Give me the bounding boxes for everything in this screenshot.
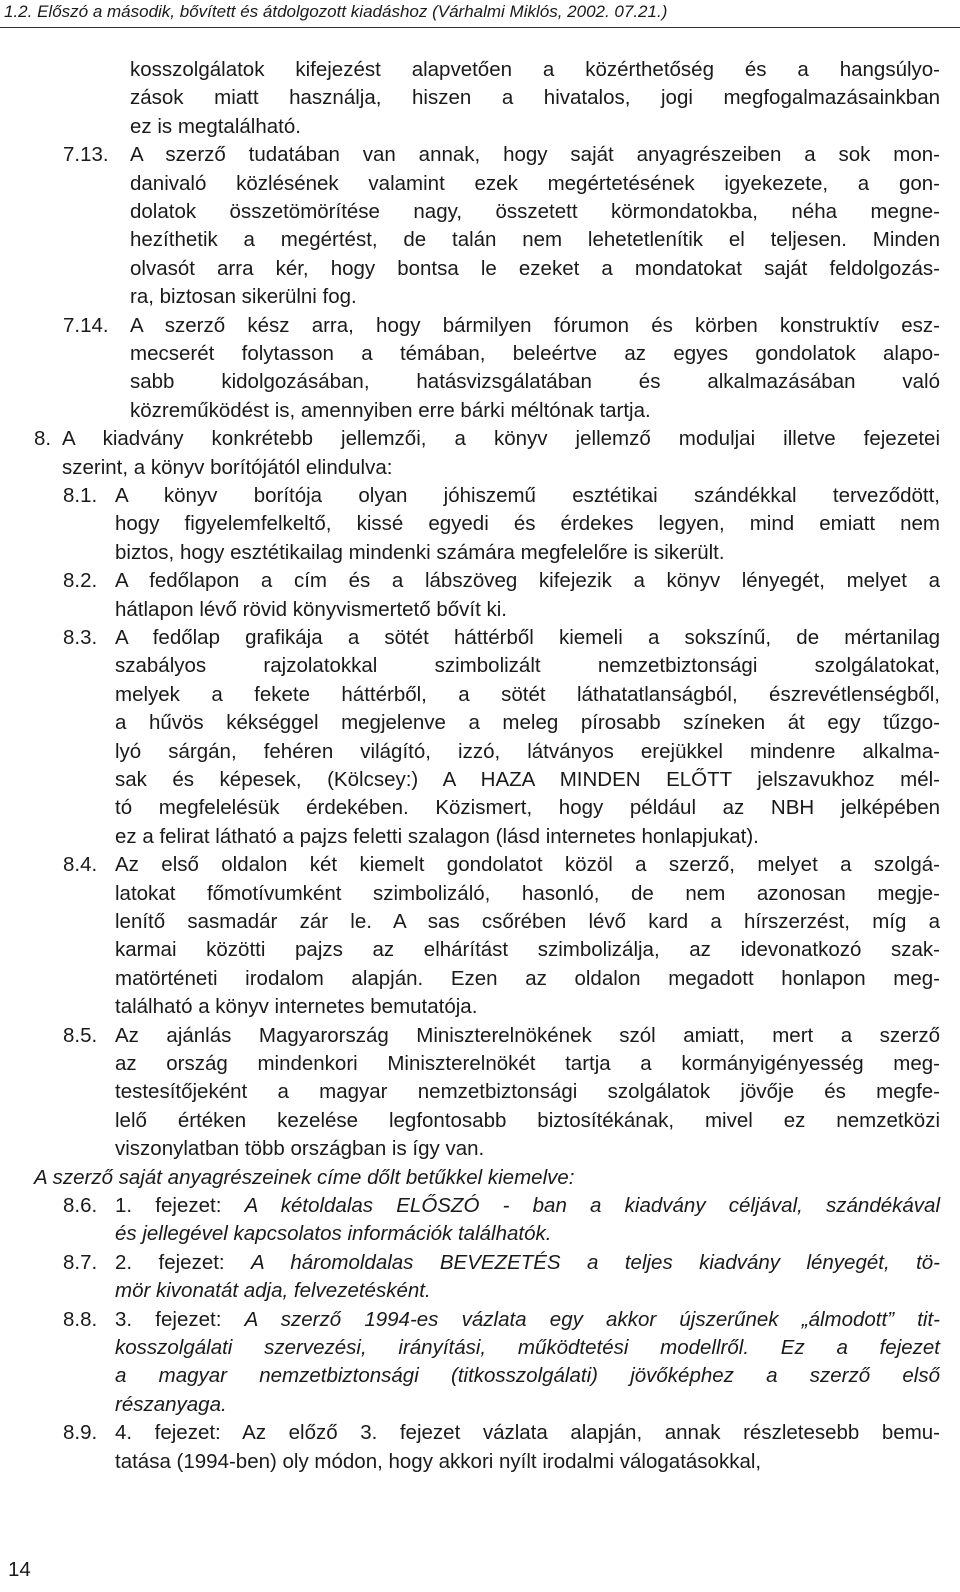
chapter-line (115, 1306, 940, 1334)
text-line: zások miatt használja, hiszen a hivatalos, jogi megfogalmazásainkban (130, 86, 940, 110)
italic-span: A háromoldalas BEVEZETÉS a teljes kiadvány lényegét, tö- (251, 1250, 940, 1274)
text-line: ra, biztosan sikerülni fog. (130, 285, 357, 309)
text-span: tatása (1994-ben) oly módon, hogy akkori nyílt irodalmi válogatásokkal, (115, 1449, 762, 1473)
text-span: 3. fejezet: (115, 1307, 245, 1331)
text-line: Az ajánlás Magyarország Miniszterelnökének szól amiatt, mert a szerző (115, 1023, 940, 1047)
text-line: danivaló közlésének valamint ezek megértetésének igyekezete, a gon- (130, 171, 940, 195)
chapter-line (115, 1192, 940, 1220)
text-line: testesítőjeként a magyar nemzetbiztonsági szolgálatok jövője és megfe- (115, 1080, 940, 1104)
text-line: kosszolgálatok kifejezést alapvetően a közérthetőség és a hangsúlyo- (130, 58, 940, 81)
item-number: 7.13. (63, 143, 109, 167)
italic-span: mör kivonatát adja, felvezetésként. (115, 1279, 431, 1303)
text-line: közreműködést is, amennyiben erre bárki méltónak tartja. (130, 398, 651, 422)
item-number: 8.9. (63, 1421, 98, 1445)
italic-span: és jellegével kapcsolatos információk találhatók. (115, 1222, 552, 1246)
text-line: hátlapon lévő rövid könyvismertető bővít ki. (115, 597, 507, 621)
text-line: az ország mindenkori Miniszterelnökét tartja a kormányigényesség meg- (115, 1052, 940, 1075)
chapter-line (115, 1362, 940, 1390)
text-line: a hűvös kékséggel megjelenve a meleg pírosabb színeken át egy tűzgo- (115, 711, 940, 735)
italic-span: kosszolgálati szervezési, irányítási, működtetési modellről. Ez a fejezet (115, 1336, 940, 1359)
text-line: sabb kidolgozásában, hatásvizsgálatában és alkalmazásában való (130, 370, 940, 394)
text-line: A kiadvány konkrétebb jellemzői, a könyv jellemző moduljai illetve fejezetei (62, 427, 940, 451)
header-rule (0, 27, 960, 28)
chapter-line (115, 1220, 551, 1248)
text-line: A szerző tudatában van annak, hogy saját anyagrészeiben a sok mon- (130, 143, 940, 167)
text-line: hogy figyelemfelkeltő, kissé egyedi és érdekes legyen, mind emiatt nem (115, 512, 940, 536)
chapter-line (115, 1249, 940, 1277)
text-line: viszonylatban több országban is így van. (115, 1137, 485, 1161)
item-number: 7.14. (63, 313, 109, 337)
chapter-line (115, 1419, 940, 1447)
italic-span: A kétoldalas ELŐSZÓ - ban a kiadvány céljával, szándékával (244, 1194, 940, 1217)
text-line: Az első oldalon két kiemelt gondolatot közöl a szerző, melyet a szolgá- (115, 853, 940, 877)
text-span: 2. fejezet: (115, 1250, 252, 1274)
text-line: A fedőlap grafikája a sötét háttérből kiemeli a sokszínű, de mértanilag (115, 626, 940, 649)
running-header: 1.2. Előszó a második, bővített és átdolgozott kiadáshoz (Várhalmi Miklós, 2002. 07.21.) (4, 2, 668, 21)
text-line: ez is megtalálható. (130, 114, 301, 138)
text-line: szabályos rajzolatokkal szimbolizált nemzetbiztonsági szolgálatokat, (115, 654, 940, 678)
item-number: 8. (34, 427, 52, 451)
chapter-line (115, 1277, 431, 1305)
text-line: lyó sárgán, fehéren világító, izzó, látványos erejükkel mindenre alkalma- (115, 739, 940, 763)
text-line: olvasót arra kér, hogy bontsa le ezeket a mondatokat saját feldolgozás- (130, 256, 940, 280)
text-line: melyek a fekete háttérből, a sötét láthatatlanságból, észrevétlenségből, (115, 682, 940, 706)
text-line: szerint, a könyv borítójától elindulva: (62, 455, 393, 479)
item-number: 8.2. (63, 569, 98, 593)
page-number: 14 (8, 1558, 31, 1581)
item-number: 8.8. (63, 1307, 98, 1331)
chapter-line (115, 1391, 227, 1419)
text-line: tó megfelelésük érdekében. Közismert, hogy például az NBH jelképében (115, 796, 940, 820)
text-line: lenítő sasmadár zár le. A sas csőrében lévő kard a hírszerzést, míg a (115, 910, 940, 933)
italic-span: A szerző 1994-es vázlata egy akkor újszerűnek „álmodott” tit- (244, 1307, 940, 1331)
item-number: 8.7. (63, 1250, 98, 1274)
text-line: A könyv borítója olyan jóhiszemű esztétikai szándékkal terveződött, (115, 484, 940, 507)
chapter-line (115, 1334, 940, 1362)
text-line: hezíthetik a megértést, de talán nem lehetetlenítik el teljesen. Minden (130, 228, 940, 252)
text-line: található a könyv internetes bemutatója. (115, 995, 478, 1019)
text-line: A szerző kész arra, hogy bármilyen fórumon és körben konstruktív esz- (130, 313, 940, 337)
item-number: 8.5. (63, 1023, 98, 1047)
text-span: 1. fejezet: (115, 1194, 245, 1217)
text-line: matörténeti irodalom alapján. Ezen az oldalon megadott honlapon meg- (115, 966, 940, 990)
text-line: biztos, hogy esztétikailag mindenki számára megfelelőre is sikerült. (115, 540, 725, 564)
item-number: 8.3. (63, 626, 98, 649)
item-number: 8.4. (63, 853, 98, 877)
text-line: mecserét folytasson a témában, beleértve az egyes gondolatok alapo- (130, 342, 940, 365)
item-number: 8.1. (63, 484, 98, 507)
text-line: sak és képesek, (Kölcsey:) A HAZA MINDEN ELŐTT jelszavukhoz mél- (115, 768, 940, 791)
text-line: karmai közötti pajzs az elhárítást szimbolizálja, az idevonatkozó szak- (115, 938, 940, 962)
text-line: latokat főmotívumként szimbolizáló, hasonló, de nem azonosan megje- (115, 881, 940, 905)
italic-span: részanyaga. (115, 1392, 227, 1416)
italic-span: a magyar nemzetbiztonsági (titkosszolgálati) jövőképhez a szerző első (115, 1364, 940, 1388)
text-line: A fedőlapon a cím és a lábszöveg kifejezik a könyv lényegét, melyet a (115, 569, 940, 593)
text-line: lelő értéken kezelése legfontosabb biztosítékának, mivel ez nemzetközi (115, 1108, 940, 1132)
italic-intro: A szerző saját anyagrészeinek címe dőlt betűkkel kiemelve: (34, 1165, 575, 1189)
text-span: 4. fejezet: Az előző 3. fejezet vázlata alapján, annak részletesebb bemu- (115, 1421, 940, 1445)
item-number: 8.6. (63, 1194, 98, 1217)
chapter-line (115, 1448, 761, 1476)
text-line: ez a felirat látható a pajzs feletti szalagon (lásd internetes honlapjukat). (115, 824, 759, 848)
text-line: dolatok összetömörítése nagy, összetett körmondatokba, néha megne- (130, 200, 940, 223)
